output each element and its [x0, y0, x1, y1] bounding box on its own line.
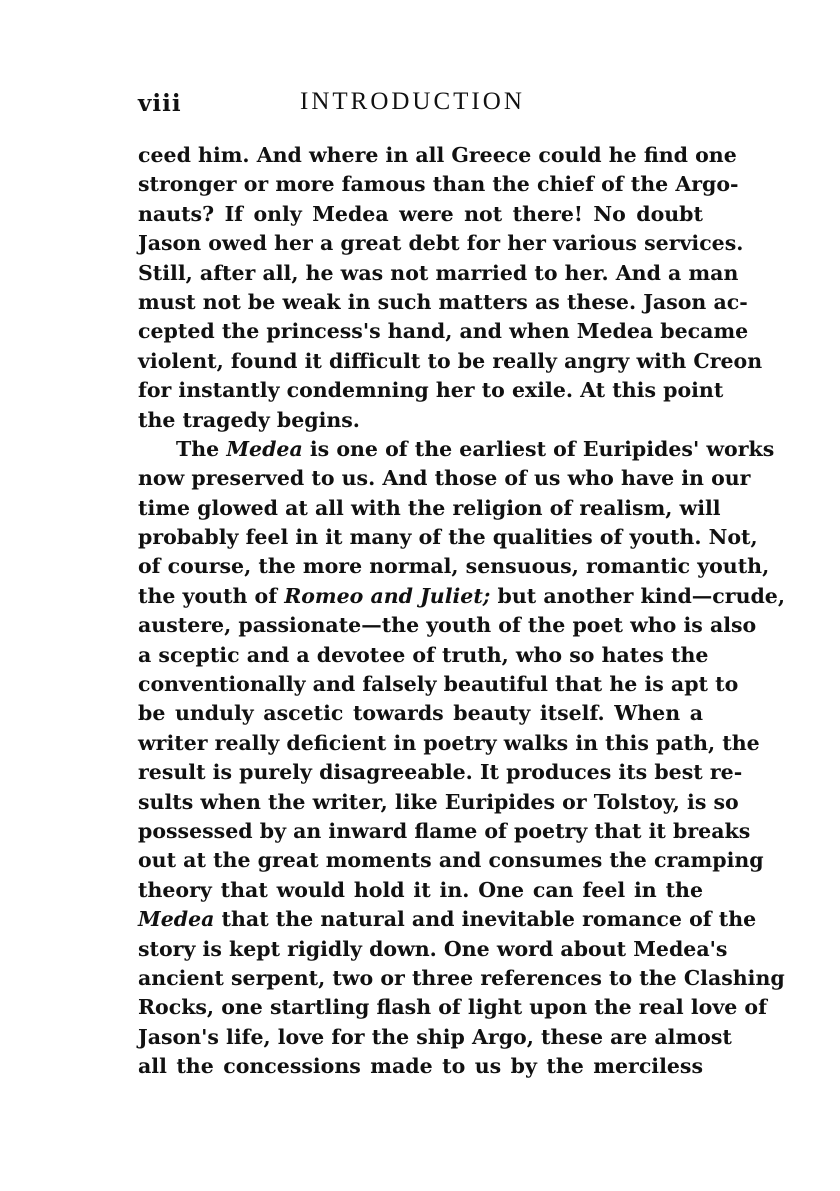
text-line: Rocks, one startling flash of light upon the real love of — [138, 995, 767, 1020]
text-line: Jason's life, love for the ship Argo, these are almost — [138, 1024, 732, 1049]
running-head: INTRODUCTION — [300, 88, 525, 115]
italic-title: Medea — [138, 907, 215, 932]
text-line: Jason owed her a great debt for her various services. — [138, 231, 744, 256]
text-line: conventionally and falsely beautiful that he is apt to — [138, 672, 739, 697]
text-line: time glowed at all with the religion of realism, will — [138, 495, 721, 520]
text-line: stronger or more famous than the chief of the Argo- — [138, 172, 739, 197]
text-line: possessed by an inward flame of poetry that it breaks — [138, 818, 751, 843]
text-line: must not be weak in such matters as these. Jason ac- — [138, 289, 748, 314]
text-line: of course, the more normal, sensuous, romantic youth, — [138, 554, 770, 579]
text-line: Medea that the natural and inevitable romance of the — [138, 907, 757, 932]
body-text — [138, 141, 785, 1082]
italic-title: Romeo and Juliet; — [284, 583, 491, 608]
text-line: violent, found it difficult to be really angry with Creon — [138, 348, 763, 373]
text-line: Still, after all, he was not married to her. And a man — [138, 260, 739, 285]
text-line: be unduly ascetic towards beauty itself. When a — [138, 701, 703, 726]
paragraph-last-line: the tragedy begins. — [138, 407, 360, 432]
text-line: probably feel in it many of the qualities of youth. Not, — [138, 525, 758, 550]
text-line: now preserved to us. And those of us who have in our — [138, 466, 751, 491]
text-line: all the concessions made to us by the merciless — [138, 1054, 703, 1079]
text-line: nauts? If only Medea were not there! No doubt — [138, 201, 703, 226]
text-line: cepted the princess's hand, and when Medea became — [138, 319, 749, 344]
text-line: theory that would hold it in. One can feel in the — [138, 877, 703, 902]
text-line: out at the great moments and consumes the cramping — [138, 848, 764, 873]
text-line: for instantly condemning her to exile. At this point — [138, 378, 724, 403]
text-line: result is purely disagreeable. It produces its best re- — [138, 760, 743, 785]
text-line: a sceptic and a devotee of truth, who so hates the — [138, 642, 709, 667]
paragraph-first-line: The Medea is one of the earliest of Euripides' works — [176, 436, 775, 461]
page-header — [138, 86, 703, 126]
text-line: the youth of Romeo and Juliet; but another kind—crude, — [138, 583, 785, 608]
text-line: story is kept rigidly down. One word about Medea's — [138, 936, 728, 961]
text-line: austere, passionate—the youth of the poet who is also — [138, 613, 757, 638]
text-line: ceed him. And where in all Greece could he find one — [138, 143, 737, 167]
text-line: writer really deficient in poetry walks in this path, the — [138, 730, 760, 755]
text-line: ancient serpent, two or three references to the Clashing — [138, 965, 785, 990]
text-line: sults when the writer, like Euripides or Tolstoy, is so — [138, 789, 739, 814]
page-number: viii — [138, 90, 182, 117]
italic-title: Medea — [226, 436, 303, 461]
